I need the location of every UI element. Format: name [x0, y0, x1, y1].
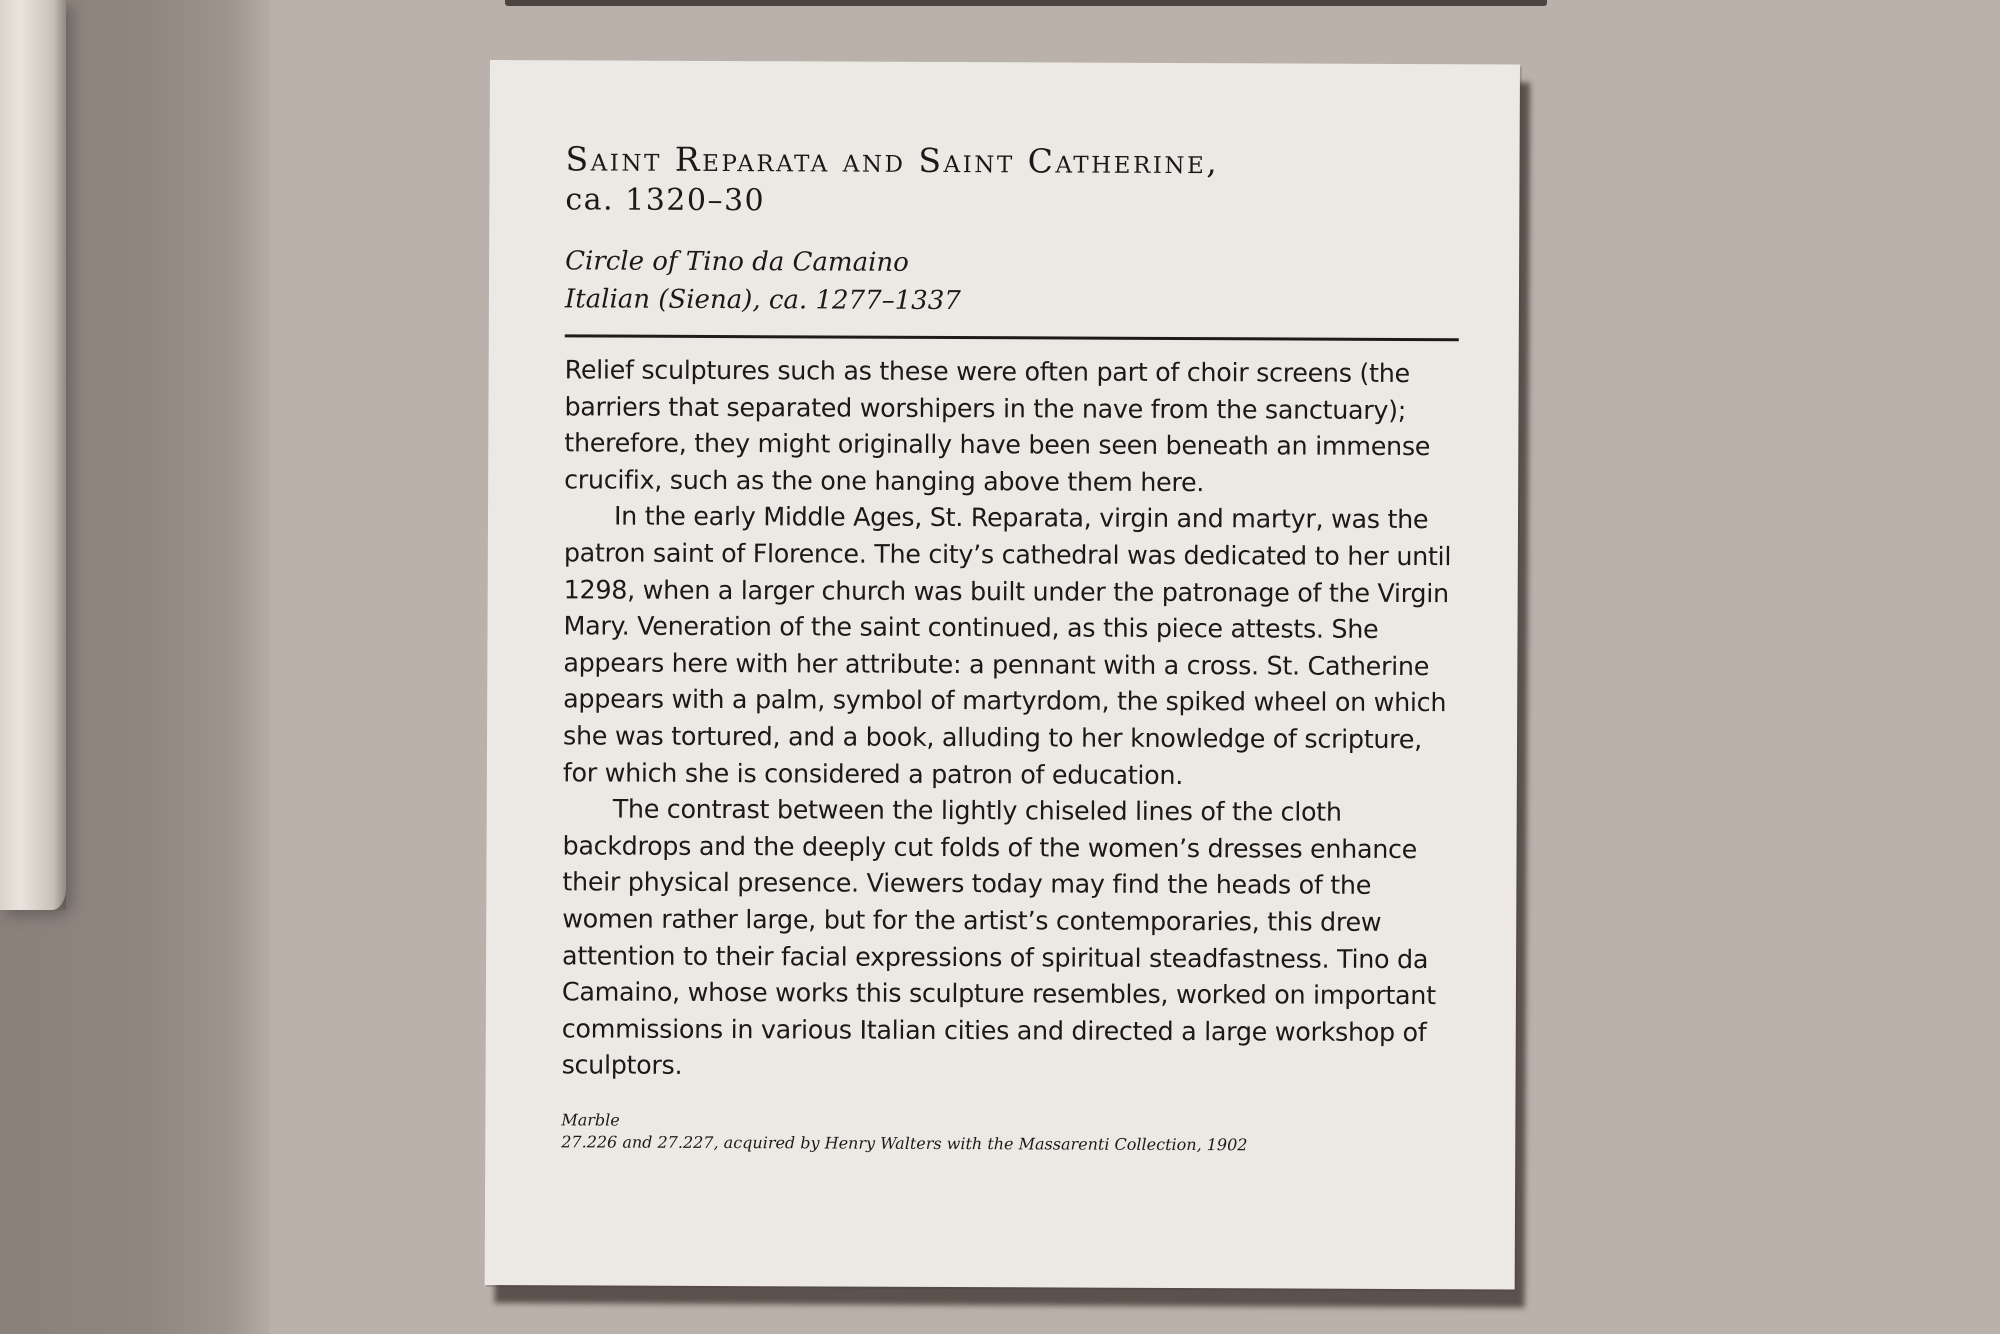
credit-line: 27.226 and 27.227, acquired by Henry Walters with the Massarenti Collection, 1902 — [561, 1132, 1248, 1155]
upper-panel-edge — [505, 0, 1547, 6]
paragraph: In the early Middle Ages, St. Reparata, virgin and martyr, was the patron saint of Florence. The city’s cathedral was dedicated to her until 1298, when a larger church was built under the patronage of the Virgin Mary. Veneration of the saint continued, as this piece attests. She appears here with her attribute: a pennant with a cross. St. Catherine appears with a palm, symbol of martyrdom, the spiked wheel on which she was tortured, and a book, alluding to her knowledge of scripture, for which she is considered a patron of education. — [562, 500, 1452, 790]
label-meta — [561, 1109, 1459, 1157]
label-content — [561, 138, 1463, 1157]
paragraph: Relief sculptures such as these were often part of choir screens (the barriers that separated worshipers in the nave from the sanctuary); therefore, they might originally have been seen beneath an immense crucifix, such as the one hanging above them here. — [564, 354, 1431, 497]
medium: Marble — [561, 1110, 620, 1130]
divider-rule — [565, 334, 1459, 341]
museum-label-card — [485, 60, 1520, 1289]
artist-attribution: Circle of Tino da Camaino — [565, 246, 909, 278]
artist-origin: Italian (Siena), ca. 1277–1337 — [564, 284, 961, 317]
artwork-edge — [0, 0, 66, 910]
paragraph: The contrast between the lightly chiseled lines of the cloth backdrops and the deeply cut folds of the women’s dresses enhance their physical presence. Viewers today may find the heads of the women rather large, but for the artist’s contemporaries, this drew attention to their facial expressions of spiritual steadfastness. Tino da Camaino, whose works this sculpture resembles, worked on important commissions in various Italian cities and directed a large workshop of sculptors. — [561, 793, 1436, 1081]
artwork-title: Saint Reparata and Saint Catherine, — [565, 139, 1220, 182]
artwork-date: ca. 1320–30 — [565, 182, 766, 219]
label-body — [562, 351, 1463, 1087]
